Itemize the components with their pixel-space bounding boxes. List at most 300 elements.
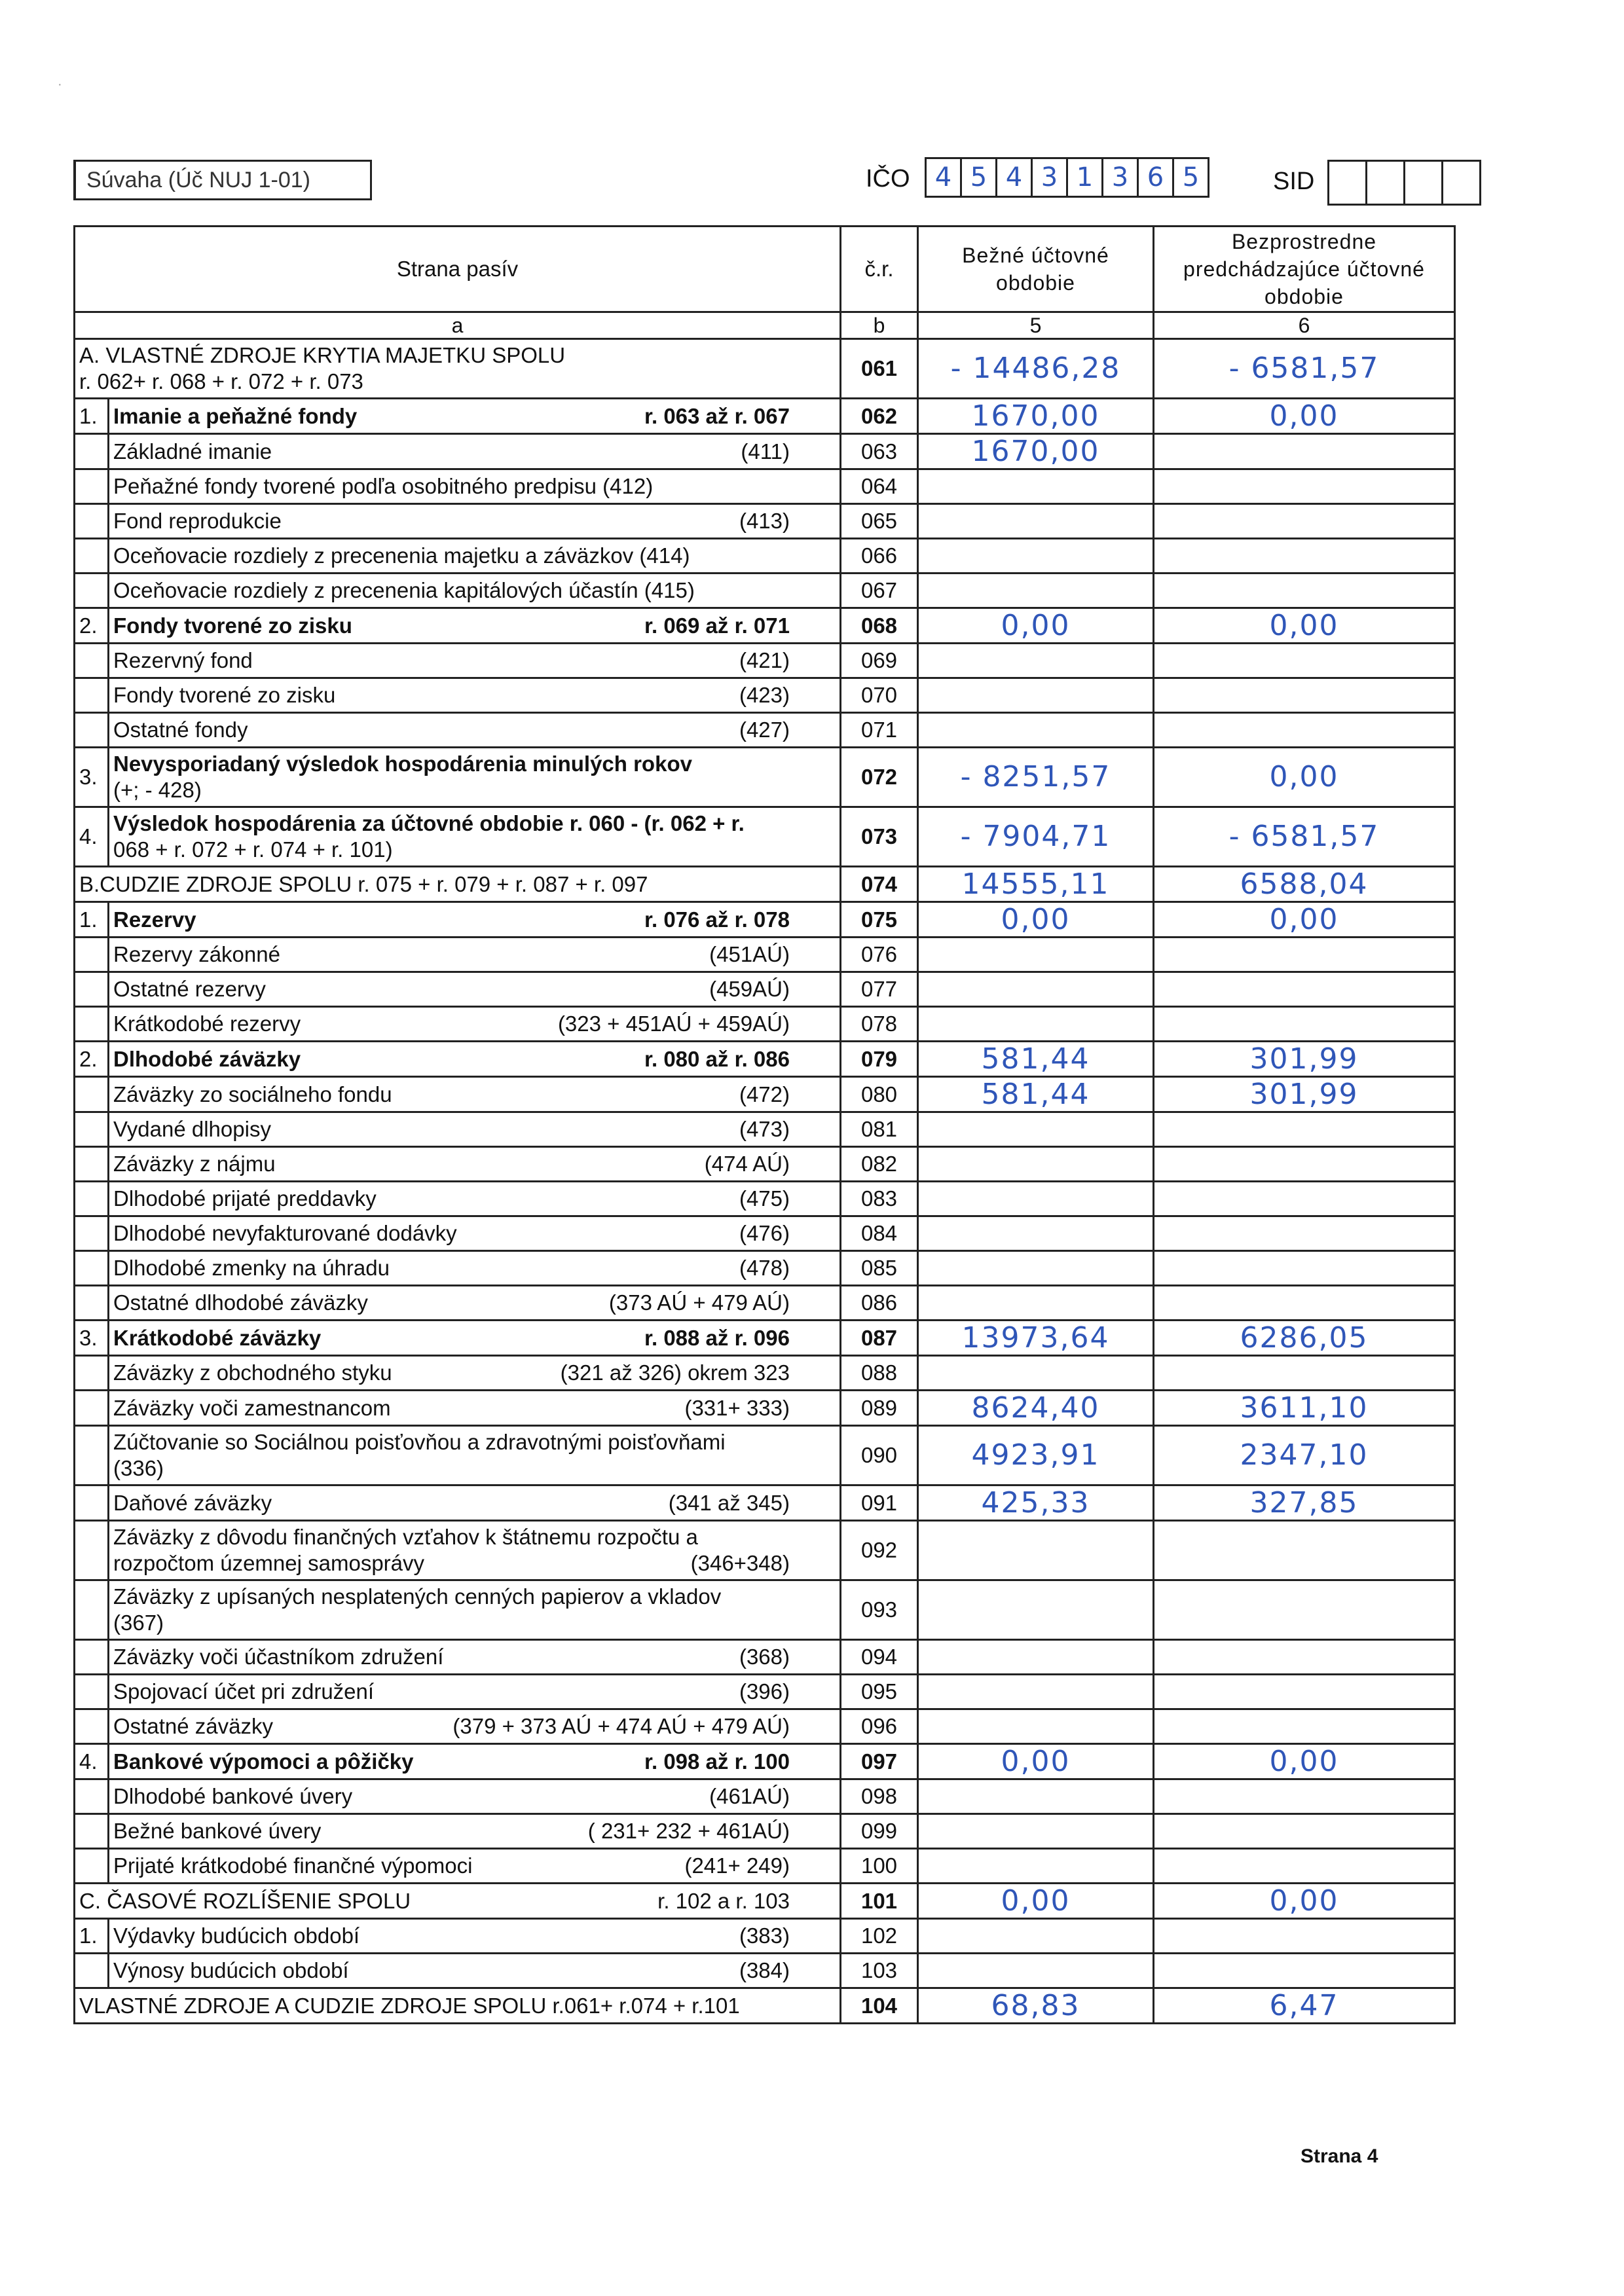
row-label: Dlhodobé prijaté preddavky [113,1186,377,1211]
row-description [109,644,841,678]
value-current[interactable] [918,972,1154,1007]
row-account-ref: (413) [739,509,790,533]
row-cr: 095 [841,1675,918,1709]
value-current[interactable]: 0,00 [918,1744,1154,1779]
row-cr: 097 [841,1744,918,1779]
table-row [75,1744,1455,1779]
row-account-ref: (423) [739,683,790,707]
row-cr: 079 [841,1042,918,1077]
value-previous[interactable] [1154,972,1455,1007]
value-current[interactable] [918,1640,1154,1675]
value-previous[interactable] [1154,1675,1455,1709]
row-cr: 073 [841,807,918,867]
row-cr: 098 [841,1779,918,1814]
row-description [109,1640,841,1675]
row-cr: 104 [841,1988,918,2024]
liabilities-table [73,225,1456,2024]
value-current[interactable] [918,1007,1154,1042]
col-letter-cr: b [841,312,918,339]
value-current[interactable]: 68,83 [918,1988,1154,2024]
row-account-ref: (459AÚ) [709,977,790,1001]
value-previous[interactable] [1154,1580,1455,1640]
row-label: Záväzky z dôvodu finančných vzťahov k štátnemu rozpočtu a [113,1525,698,1549]
value-current[interactable] [918,1954,1154,1988]
row-number [75,1147,109,1182]
row-cr: 084 [841,1216,918,1251]
col-header-desc: Strana pasív [75,227,841,312]
row-number [75,1112,109,1147]
row-account-ref: (384) [739,1958,790,1982]
row-number [75,504,109,539]
value-previous[interactable] [1154,1007,1455,1042]
row-cr: 061 [841,339,918,399]
row-cr: 077 [841,972,918,1007]
row-number [75,1077,109,1112]
ico-digit-box: 3 [1101,157,1139,198]
ico-digit-box: 1 [1066,157,1103,198]
row-number [75,972,109,1007]
row-number [75,1391,109,1426]
col-letter-previous: 6 [1154,312,1455,339]
row-account-ref: (241+ 249) [684,1853,790,1878]
value-current[interactable] [918,678,1154,713]
row-cr: 071 [841,713,918,748]
value-current[interactable] [918,469,1154,504]
row-account-ref: (461AÚ) [709,1784,790,1808]
value-previous[interactable] [1154,1640,1455,1675]
table-row [75,1954,1455,1988]
table-row [75,1321,1455,1356]
value-current[interactable] [918,1779,1154,1814]
col-header-previous: Bezprostredne predchádzajúce účtovné obdobie [1154,227,1455,312]
row-description [109,1521,841,1580]
table-row [75,678,1455,713]
value-current[interactable] [918,938,1154,972]
row-account-ref: r. 098 až r. 100 [644,1749,790,1774]
row-cr: 062 [841,399,918,434]
row-cr: 085 [841,1251,918,1286]
row-label: Záväzky voči zamestnancom [113,1395,391,1420]
row-description [109,1251,841,1286]
sid-boxes [1329,160,1481,206]
value-previous[interactable] [1154,1251,1455,1286]
value-current[interactable] [918,1147,1154,1182]
row-cr: 100 [841,1849,918,1884]
row-account-ref: (473) [739,1117,790,1141]
value-current[interactable]: - 14486,28 [918,339,1154,399]
row-description [109,1216,841,1251]
row-number [75,539,109,574]
row-cr: 063 [841,434,918,469]
row-account-ref: ( 231+ 232 + 461AÚ) [587,1819,790,1843]
row-label: Ostatné fondy [113,718,248,742]
value-previous[interactable]: 6,47 [1154,1988,1455,2024]
row-account-ref: (421) [739,648,790,672]
value-previous[interactable]: 327,85 [1154,1485,1455,1521]
row-number [75,1426,109,1485]
row-account-ref: (411) [741,439,790,464]
value-previous[interactable] [1154,434,1455,469]
value-current[interactable]: 0,00 [918,608,1154,644]
value-previous[interactable] [1154,1919,1455,1954]
value-current[interactable] [918,644,1154,678]
value-previous[interactable]: 301,99 [1154,1042,1455,1077]
row-account-ref: r. 063 až r. 067 [644,403,790,428]
scan-speck: · [58,77,62,92]
table-row [75,1077,1455,1112]
row-account-ref: (346+348) [690,1551,790,1575]
table-row [75,713,1455,748]
value-previous[interactable] [1154,1112,1455,1147]
row-number: 1. [75,902,109,938]
value-previous[interactable] [1154,1182,1455,1216]
row-label: Fondy tvorené zo zisku [113,683,336,707]
row-label-line2: 068 + r. 072 + r. 074 + r. 101) [113,837,393,862]
row-number: 3. [75,748,109,807]
row-number [75,1521,109,1580]
row-label: Ostatné rezervy [113,977,266,1001]
row-account-ref: (341 až 345) [668,1490,790,1515]
value-previous[interactable] [1154,469,1455,504]
value-previous[interactable]: 0,00 [1154,1884,1455,1919]
row-cr: 090 [841,1426,918,1485]
value-current[interactable] [918,1112,1154,1147]
value-current[interactable] [918,1849,1154,1884]
value-previous[interactable]: 301,99 [1154,1077,1455,1112]
ico-digit-box: 5 [1172,157,1209,198]
page-number: Strana 4 [1301,2145,1378,2167]
row-number [75,469,109,504]
value-current[interactable]: 581,44 [918,1077,1154,1112]
value-previous[interactable] [1154,504,1455,539]
ico-label: IČO [866,165,910,192]
table-row [75,902,1455,938]
value-previous[interactable] [1154,1286,1455,1321]
row-account-ref: r. 080 až r. 086 [644,1046,790,1071]
col-header-cr: č.r. [841,227,918,312]
table-row [75,1779,1455,1814]
table-row [75,1485,1455,1521]
row-label: Krátkodobé záväzky [113,1325,322,1350]
table-header [75,227,1455,312]
row-label: Ostatné záväzky [113,1714,273,1738]
row-label: Vydané dlhopisy [113,1117,271,1141]
value-previous[interactable]: 0,00 [1154,1744,1455,1779]
value-current[interactable]: 425,33 [918,1485,1154,1521]
row-label-line2: (367) [113,1611,164,1635]
row-number: 2. [75,1042,109,1077]
row-description [109,399,841,434]
row-label: Nevysporiadaný výsledok hospodárenia minulých rokov [113,752,692,776]
table-row [75,972,1455,1007]
value-current[interactable]: 13973,64 [918,1321,1154,1356]
value-current[interactable] [918,713,1154,748]
row-cr: 086 [841,1286,918,1321]
row-description [109,1182,841,1216]
table-row [75,1147,1455,1182]
table-row [75,1521,1455,1580]
table-row [75,1042,1455,1077]
row-cr: 099 [841,1814,918,1849]
row-label: Fond reprodukcie [113,509,282,533]
col-letter-desc: a [75,312,841,339]
row-label: Dlhodobé zmenky na úhradu [113,1256,390,1280]
value-previous[interactable] [1154,938,1455,972]
row-label: Imanie a peňažné fondy [113,403,358,428]
value-previous[interactable]: 3611,10 [1154,1391,1455,1426]
value-current[interactable]: 0,00 [918,1884,1154,1919]
value-current[interactable] [918,1356,1154,1391]
row-cr: 072 [841,748,918,807]
row-account-ref: (323 + 451AÚ + 459AÚ) [557,1011,790,1036]
row-description [109,504,841,539]
table-row [75,504,1455,539]
value-current[interactable] [918,1286,1154,1321]
row-number [75,1814,109,1849]
value-current[interactable] [918,1216,1154,1251]
row-label: Spojovací účet pri združení [113,1679,375,1704]
row-label-line2: (336) [113,1456,164,1480]
table-row [75,399,1455,434]
row-label: Rezervy zákonné [113,942,280,966]
row-number: 1. [75,399,109,434]
value-current[interactable]: 1670,00 [918,399,1154,434]
row-account-ref: (396) [739,1679,790,1704]
value-current[interactable] [918,1182,1154,1216]
row-label: Dlhodobé nevyfakturované dodávky [113,1221,457,1245]
value-previous[interactable] [1154,574,1455,608]
value-current[interactable] [918,504,1154,539]
row-description [109,972,841,1007]
sid-label: SID [1273,168,1315,195]
row-number: 4. [75,807,109,867]
table-row [75,1814,1455,1849]
row-label: Záväzky z obchodného styku [113,1360,392,1385]
row-label: Rezervný fond [113,648,253,672]
row-account-ref: r. 076 až r. 078 [644,907,790,932]
row-label: Záväzky z nájmu [113,1152,276,1176]
col-header-current: Bežné účtovné obdobie [918,227,1154,312]
value-previous[interactable] [1154,1216,1455,1251]
table-header-letters [75,312,1455,339]
row-number [75,1356,109,1391]
row-label: Dlhodobé záväzky [113,1046,301,1071]
row-label: Záväzky zo sociálneho fondu [113,1082,392,1106]
table-row [75,1426,1455,1485]
row-description [75,339,841,399]
row-number [75,938,109,972]
table-row [75,748,1455,807]
row-number [75,1954,109,1988]
row-description [109,1112,841,1147]
ico-digit-box: 6 [1137,157,1174,198]
row-description [109,807,841,867]
value-previous[interactable]: 6588,04 [1154,867,1455,902]
row-label: Prijaté krátkodobé finančné výpomoci [113,1853,473,1878]
value-previous[interactable] [1154,539,1455,574]
row-cr: 091 [841,1485,918,1521]
value-current[interactable]: - 7904,71 [918,807,1154,867]
row-description [109,1709,841,1744]
sid-box [1327,160,1367,206]
value-previous[interactable]: 0,00 [1154,748,1455,807]
value-current[interactable] [918,1919,1154,1954]
value-previous[interactable]: 0,00 [1154,399,1455,434]
row-account-ref: r. 088 až r. 096 [644,1325,790,1350]
row-description [109,1356,841,1391]
row-description [109,1814,841,1849]
row-description [109,713,841,748]
row-cr: 066 [841,539,918,574]
value-previous[interactable]: 2347,10 [1154,1426,1455,1485]
value-previous[interactable] [1154,644,1455,678]
row-cr: 080 [841,1077,918,1112]
value-previous[interactable] [1154,1814,1455,1849]
table-row [75,807,1455,867]
row-label: Bežné bankové úvery [113,1819,322,1843]
value-current[interactable] [918,1814,1154,1849]
value-previous[interactable] [1154,1849,1455,1884]
row-label: Peňažné fondy tvorené podľa osobitného predpisu (412) [113,474,654,498]
col-letter-current: 5 [918,312,1154,339]
row-cr: 069 [841,644,918,678]
value-previous[interactable] [1154,1521,1455,1580]
row-account-ref: (373 AÚ + 479 AÚ) [608,1290,790,1315]
value-previous[interactable]: 0,00 [1154,902,1455,938]
row-description [109,1426,841,1485]
table-row [75,1007,1455,1042]
row-label: Ostatné dlhodobé záväzky [113,1290,368,1315]
table-row [75,1286,1455,1321]
row-description [109,1042,841,1077]
row-cr: 076 [841,938,918,972]
row-description [109,1779,841,1814]
row-cr: 088 [841,1356,918,1391]
row-label: VLASTNÉ ZDROJE A CUDZIE ZDROJE SPOLU r.061+ r.074 + r.101 [79,1993,740,2018]
value-current[interactable] [918,539,1154,574]
value-previous[interactable] [1154,713,1455,748]
value-previous[interactable] [1154,1356,1455,1391]
sid-box [1441,160,1481,206]
value-previous[interactable]: 0,00 [1154,608,1455,644]
table-row [75,1182,1455,1216]
table-row [75,1884,1455,1919]
row-description [75,1988,841,2024]
row-description [109,1744,841,1779]
row-cr: 068 [841,608,918,644]
row-account-ref: (331+ 333) [684,1395,790,1420]
row-label: Dlhodobé bankové úvery [113,1784,353,1808]
table-row [75,339,1455,399]
ico-digit-box: 5 [960,157,997,198]
table-row [75,1251,1455,1286]
value-current[interactable]: - 8251,57 [918,748,1154,807]
table-row [75,1919,1455,1954]
row-number [75,678,109,713]
row-label: Výdavky budúcich období [113,1923,360,1948]
table-row [75,644,1455,678]
row-label: Záväzky voči účastníkom združení [113,1645,444,1669]
row-description [109,1675,841,1709]
row-cr: 087 [841,1321,918,1356]
table-row [75,1216,1455,1251]
row-description [109,1580,841,1640]
row-cr: 093 [841,1580,918,1640]
row-cr: 075 [841,902,918,938]
table-row [75,1391,1455,1426]
row-cr: 094 [841,1640,918,1675]
row-label: Oceňovacie rozdiely z precenenia kapitálových účastín (415) [113,578,695,602]
value-previous[interactable] [1154,1779,1455,1814]
row-cr: 067 [841,574,918,608]
value-current[interactable] [918,574,1154,608]
row-label: Výsledok hospodárenia za účtovné obdobie r. 060 - (r. 062 + r. [113,811,745,835]
table-row [75,1675,1455,1709]
row-label: Rezervy [113,907,196,932]
row-description [109,434,841,469]
value-current[interactable]: 581,44 [918,1042,1154,1077]
value-previous[interactable] [1154,1147,1455,1182]
row-cr: 074 [841,867,918,902]
value-current[interactable]: 14555,11 [918,867,1154,902]
value-previous[interactable]: 6286,05 [1154,1321,1455,1356]
row-number [75,1286,109,1321]
row-account-ref: (383) [739,1923,790,1948]
row-number [75,644,109,678]
row-description [109,1286,841,1321]
value-current[interactable] [918,1521,1154,1580]
value-current[interactable]: 4923,91 [918,1426,1154,1485]
row-label: Daňové záväzky [113,1490,272,1515]
table-row [75,867,1455,902]
row-number: 3. [75,1321,109,1356]
table-row [75,1112,1455,1147]
value-current[interactable]: 8624,40 [918,1391,1154,1426]
row-description [75,1884,841,1919]
value-previous[interactable] [1154,1709,1455,1744]
row-cr: 078 [841,1007,918,1042]
table-row [75,1988,1455,2024]
value-previous[interactable] [1154,678,1455,713]
row-account-ref: (379 + 373 AÚ + 474 AÚ + 479 AÚ) [452,1714,790,1738]
value-current[interactable] [918,1251,1154,1286]
row-label: Oceňovacie rozdiely z precenenia majetku a záväzkov (414) [113,543,690,568]
row-description [109,574,841,608]
row-account-ref: (427) [739,718,790,742]
table-row [75,1709,1455,1744]
ico-boxes [927,157,1209,198]
row-cr: 096 [841,1709,918,1744]
table-row [75,1356,1455,1391]
row-description [109,938,841,972]
value-previous[interactable]: - 6581,57 [1154,339,1455,399]
value-current[interactable]: 1670,00 [918,434,1154,469]
row-account-ref: (368) [739,1645,790,1669]
row-description [109,1147,841,1182]
value-current[interactable] [918,1580,1154,1640]
row-label: B.CUDZIE ZDROJE SPOLU r. 075 + r. 079 + r. 087 + r. 097 [79,871,648,896]
value-current[interactable] [918,1709,1154,1744]
value-current[interactable]: 0,00 [918,902,1154,938]
value-previous[interactable]: - 6581,57 [1154,807,1455,867]
row-cr: 102 [841,1919,918,1954]
row-description [109,1919,841,1954]
row-account-ref: r. 069 až r. 071 [644,613,790,638]
value-previous[interactable] [1154,1954,1455,1988]
value-current[interactable] [918,1675,1154,1709]
table-row [75,938,1455,972]
row-label: Krátkodobé rezervy [113,1011,301,1036]
